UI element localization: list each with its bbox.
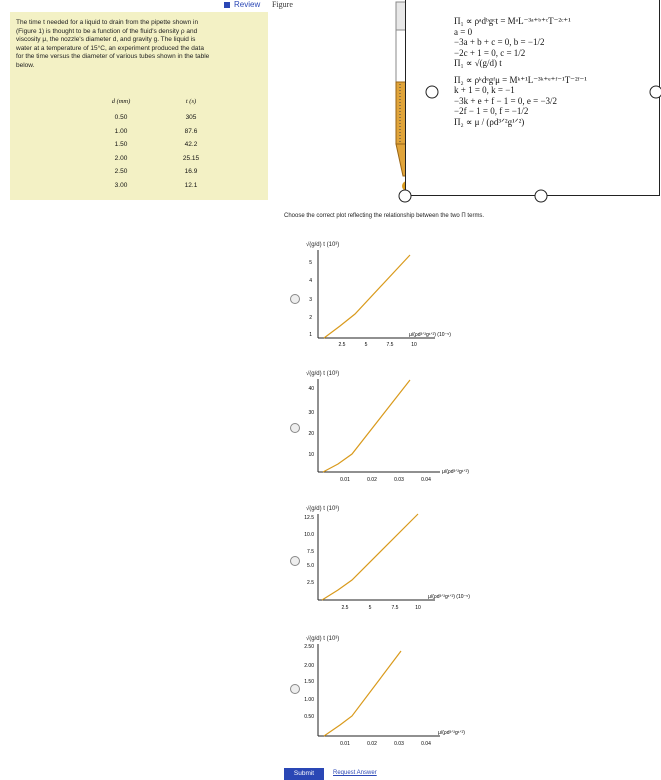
x-tick: 10 <box>411 342 417 348</box>
connector-node <box>650 86 661 98</box>
equation-line: Π₂ ∝ μ / (ρd³ᐟ²g¹ᐟ²) <box>454 116 525 127</box>
y-tick: 7.5 <box>307 549 314 555</box>
equation-line: Π₁ ∝ ρᵃdᵇgᶜt = MᵃL⁻³ᵃ⁺ᵇ⁺ᶜT⁻²ᶜ⁺¹ <box>454 16 571 26</box>
x-tick: 7.5 <box>391 605 399 611</box>
x-tick: 7.5 <box>386 342 394 348</box>
x-tick: 0.04 <box>421 741 431 747</box>
equation-line: −3k + e + f − 1 = 0, e = −3/2 <box>454 95 558 106</box>
problem-line: viscosity μ, the nozzle's diameter d, and gravity g. The liquid is <box>16 36 196 44</box>
y-tick: 1.50 <box>304 679 314 685</box>
option-radio-4[interactable] <box>290 684 300 694</box>
problem-line: for the time versus the diameter of various tubes shown in the table <box>16 53 210 61</box>
connector-node <box>426 86 438 98</box>
submit-button[interactable]: Submit <box>284 768 324 780</box>
table-cell: 12.1 <box>184 181 198 189</box>
equation-line: Π₂ ∝ ρᵏdᵉgᶠμ = Mᵏ⁺¹L⁻³ᵏ⁺ᵉ⁺ᶠ⁻¹T⁻²ᶠ⁻¹ <box>454 74 587 85</box>
chart-ylabel: √(g/d) t (10³) <box>306 506 340 512</box>
connector-node <box>535 190 547 202</box>
y-tick: 1.00 <box>304 697 314 703</box>
request-answer-link[interactable]: Request Answer <box>333 770 377 776</box>
problem-line: water at a temperature of 15°C, an experiment produced the data <box>16 44 204 52</box>
y-tick: 5 <box>309 260 312 266</box>
y-tick: 2.50 <box>304 644 314 650</box>
y-tick: 5.0 <box>307 563 314 569</box>
table-cell: 42.2 <box>184 141 198 149</box>
x-tick: 0.03 <box>394 477 404 483</box>
y-tick: 10 <box>308 452 314 458</box>
option-chart-1 <box>300 234 470 352</box>
x-tick: 2.5 <box>338 342 346 348</box>
data-curve <box>324 255 410 338</box>
table-cell: 25.15 <box>182 154 200 162</box>
x-tick: 0.01 <box>340 741 350 747</box>
table-cell: 2.50 <box>114 168 128 176</box>
y-tick: 30 <box>308 410 314 416</box>
table-cell: 0.50 <box>114 114 128 122</box>
equation-line: −3a + b + c = 0, b = −1/2 <box>454 37 545 47</box>
connector-node <box>399 190 411 202</box>
problem-line: below. <box>16 61 35 69</box>
option-radio-3[interactable] <box>290 556 300 566</box>
x-tick: 0.04 <box>421 477 431 483</box>
option-radio-2[interactable] <box>290 423 300 433</box>
table-cell: 3.00 <box>114 181 128 189</box>
figure-label: Figure <box>272 0 293 9</box>
table-cell: 305 <box>185 114 197 122</box>
chart-xlabel: μ/(ρd³ᐟ²g¹ᐟ²) (10⁻⁵) <box>409 332 451 338</box>
data-curve <box>322 514 418 600</box>
data-curve <box>323 380 410 472</box>
y-tick: 2.5 <box>307 580 314 586</box>
y-tick: 12.5 <box>304 515 314 521</box>
table-header: d (mm) <box>111 98 131 105</box>
y-tick: 20 <box>308 431 314 437</box>
x-tick: 2.5 <box>341 605 349 611</box>
chart-xlabel: μ/(ρd³ᐟ²g¹ᐟ²) <box>438 730 465 736</box>
y-tick: 4 <box>309 278 312 284</box>
y-tick: 10.0 <box>304 532 314 538</box>
option-radio-1[interactable] <box>290 294 300 304</box>
table-cell: 16.9 <box>184 168 198 176</box>
y-tick: 2 <box>309 315 312 321</box>
y-tick: 1 <box>309 332 312 338</box>
option-chart-3 <box>300 498 470 620</box>
data-curve <box>324 651 401 736</box>
problem-line: The time t needed for a liquid to drain from the pipette shown in <box>16 19 199 26</box>
y-tick: 3 <box>309 297 312 303</box>
chart-xlabel: μ/(ρd³ᐟ²g¹ᐟ²) <box>442 469 469 475</box>
chart-ylabel: √(g/d) t (10³) <box>306 636 340 642</box>
question-text: Choose the correct plot reflecting the relationship between the two Π terms. <box>284 213 485 219</box>
chart-ylabel: √(g/d) t (10³) <box>306 371 340 377</box>
equation-connector <box>0 0 661 215</box>
chart-ylabel: √(g/d) t (10³) <box>306 242 340 248</box>
equation-line: Π₁ ∝ √(g/d) t <box>454 58 502 68</box>
x-tick: 5 <box>364 342 368 348</box>
table-cell: 1.50 <box>114 141 128 149</box>
x-tick: 0.01 <box>340 477 350 483</box>
table-header: t (s) <box>185 98 197 105</box>
y-tick: 2.00 <box>304 663 314 669</box>
x-tick: 0.03 <box>394 741 404 747</box>
x-tick: 0.02 <box>367 741 377 747</box>
y-tick: 40 <box>308 386 314 392</box>
x-tick: 10 <box>415 605 421 611</box>
x-tick: 5 <box>368 605 372 611</box>
equation-line: −2c + 1 = 0, c = 1/2 <box>454 47 526 58</box>
equation-line: −2f − 1 = 0, f = −1/2 <box>454 106 529 116</box>
table-cell: 2.00 <box>114 154 128 162</box>
problem-line: (Figure 1) is thought to be a function of the fluid's density ρ and <box>16 27 198 35</box>
option-chart-2 <box>300 363 470 488</box>
chart-xlabel: μ/(ρd³ᐟ²g¹ᐟ²) (10⁻⁵) <box>428 594 470 600</box>
review-label: Review <box>234 0 261 9</box>
table-cell: 87.6 <box>184 127 198 135</box>
y-tick: 0.50 <box>304 714 314 720</box>
table-cell: 1.00 <box>114 127 128 135</box>
option-chart-4 <box>300 628 470 753</box>
equation-line: k + 1 = 0, k = −1 <box>454 85 515 95</box>
x-tick: 0.02 <box>367 477 377 483</box>
equation-line: a = 0 <box>454 26 473 37</box>
